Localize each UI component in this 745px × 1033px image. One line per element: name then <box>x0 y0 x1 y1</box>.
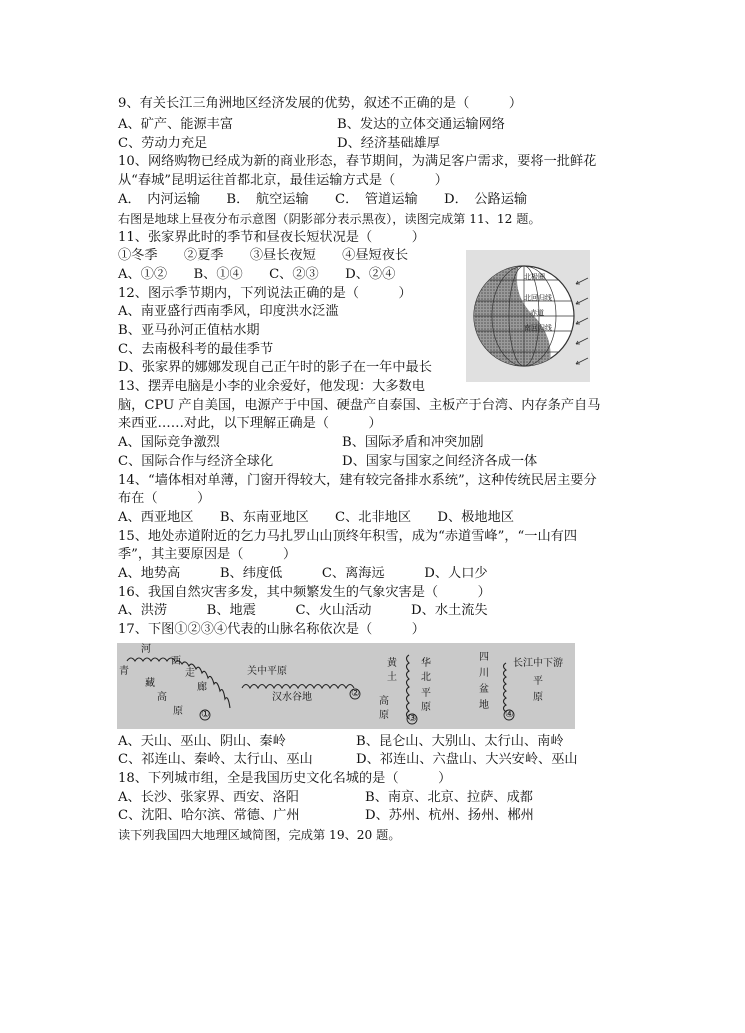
fig-label-qingzang-3: 高 <box>157 692 167 703</box>
fig-label-sichuan-2: 川 <box>479 668 489 679</box>
q18-option-b: B、南京、北京、拉萨、成都 <box>365 790 533 805</box>
globe-label-tropic-of-cancer: 北回归线 <box>524 294 552 302</box>
fig-label-qingzang-1: 青 <box>119 666 129 677</box>
fig-label-sichuan-3: 盆 <box>479 684 489 695</box>
q15-stem-1: 15、地处赤道附近的乞力马扎罗山山顶终年积雪，成为“赤道雪峰”，“一山有四 <box>118 529 578 544</box>
fig-label-qingzang-2: 藏 <box>145 678 155 689</box>
fig-label-huangtu-2: 土 <box>387 672 397 683</box>
fig-label-hexi-1: 河 <box>141 644 151 655</box>
q17-option-c: C、祁连山、秦岭、太行山、巫山 <box>118 752 313 767</box>
globe-label-equator: 赤道 <box>530 309 544 317</box>
q13-stem-2: 脑，CPU 产自美国，电源产于中国、硬盘产自泰国、主板产于台湾、内存条产自马 <box>118 398 601 413</box>
q9-option-c: C、劳动力充足 <box>118 136 208 151</box>
fig-label-huabei-2: 北 <box>421 672 431 683</box>
q17-stem: 17、下图①②③④代表的山脉名称依次是（ ） <box>118 622 425 637</box>
q13-option-b: B、国际矛盾和冲突加剧 <box>342 435 484 450</box>
q10-stem-1: 10、网络购物已经成为新的商业形态，春节期间，为满足客户需求，要将一批鲜花 <box>118 154 597 169</box>
fig-label-qingzang-4: 原 <box>173 706 183 717</box>
fig-label-huabei-4: 原 <box>421 702 431 713</box>
q11-options: A、①② B、①④ C、②③ D、②④ <box>118 267 396 282</box>
fig-label-sichuan-4: 地 <box>479 700 489 711</box>
fig-label-huabei-1: 华 <box>421 658 431 669</box>
q16-options: A、洪涝 B、地震 C、火山活动 D、水土流失 <box>118 603 488 618</box>
q16-stem: 16、我国自然灾害多发，其中频繁发生的气象灾害是（ ） <box>118 585 491 600</box>
q13-stem-3: 来西亚……对此，以下理解正确是（ ） <box>118 416 382 431</box>
fig-label-changjiang-ping: 平 <box>533 676 543 687</box>
q17-option-b: B、昆仑山、大别山、太行山、南岭 <box>356 734 564 749</box>
q9-option-b: B、发达的立体交通运输网络 <box>337 117 505 132</box>
q9-stem: 9、有关长江三角洲地区经济发展的优势，叙述不正确的是（ ） <box>118 96 523 111</box>
q12-option-a: A、南亚盛行西南季风，印度洪水泛滥 <box>118 304 339 319</box>
q13-stem-1: 13、摆弄电脑是小李的业余爱好，他发现：大多数电 <box>118 379 425 394</box>
fig-label-huangtu-3: 高 <box>379 696 389 707</box>
figure-outro: 读下列我国四大地理区域简图，完成第 19、20 题。 <box>118 828 401 842</box>
mountain-ranges-figure <box>117 643 575 729</box>
q12-stem: 12、图示季节期内，下列说法正确的是（ ） <box>118 286 412 301</box>
fig-label-hexi-2: 西 <box>171 656 181 667</box>
fig-label-huangtu-1: 黄 <box>387 658 397 669</box>
q12-option-d: D、张家界的娜娜发现自己正午时的影子在一年中最长 <box>118 360 432 375</box>
globe-label-arctic-circle: 北极圈 <box>524 273 545 281</box>
fig-label-hexi-3: 走 <box>185 668 195 679</box>
q18-stem: 18、下列城市组，全是我国历史文化名城的是（ ） <box>118 771 452 786</box>
q13-option-c: C、国际合作与经济全球化 <box>118 454 274 469</box>
fig-label-guanzhong: 关中平原 <box>247 666 287 677</box>
fig-label-marker-4: ④ <box>505 709 514 720</box>
fig-label-marker-2: ② <box>351 688 360 699</box>
fig-label-marker-1: ① <box>201 709 210 720</box>
q18-option-d: D、苏州、杭州、扬州、郴州 <box>365 808 534 823</box>
q18-option-c: C、沈阳、哈尔滨、常德、广州 <box>118 808 300 823</box>
q18-option-a: A、长沙、张家界、西安、洛阳 <box>118 790 299 805</box>
fig-label-huabei-3: 平 <box>421 688 431 699</box>
fig-label-marker-3: ③ <box>408 713 417 724</box>
q12-option-b: B、亚马孙河正值枯水期 <box>118 323 260 338</box>
fig-label-changjiang-yuan: 原 <box>533 692 543 703</box>
q10-options: A． 内河运输 B． 航空运输 C． 管道运输 D． 公路运输 <box>118 192 528 207</box>
q15-options: A、地势高 B、纬度低 C、离海远 D、人口少 <box>118 566 488 581</box>
fig-label-sichuan-1: 四 <box>479 652 489 663</box>
q9-option-a: A、矿产、能源丰富 <box>118 117 234 132</box>
q11-stem: 11、张家界此时的季节和昼夜长短状况是（ ） <box>118 230 425 245</box>
globe-label-tropic-of-capricorn: 南回归线 <box>524 324 552 332</box>
q14-options: A、西亚地区 B、东南亚地区 C、北非地区 D、极地地区 <box>118 510 514 525</box>
q15-stem-2: 季”，其主要原因是（ ） <box>118 547 297 562</box>
q9-option-d: D、经济基础雄厚 <box>337 136 440 151</box>
q11-items: ①冬季 ②夏季 ③昼长夜短 ④昼短夜长 <box>118 248 409 263</box>
q14-stem-2: 布在（ ） <box>118 491 211 506</box>
q17-option-a: A、天山、巫山、阴山、秦岭 <box>118 734 286 749</box>
day-night-globe-figure <box>466 250 590 382</box>
fig-label-changjiang: 长江中下游 <box>513 658 563 669</box>
q10-stem-2: 从“春城”昆明运往首都北京，最佳运输方式是（ ） <box>118 173 448 188</box>
q17-option-d: D、祁连山、六盘山、大兴安岭、巫山 <box>356 752 578 767</box>
fig-label-hexi-4: 廊 <box>197 682 207 693</box>
q13-option-a: A、国际竞争激烈 <box>118 435 220 450</box>
fig-label-hanshui: 汉水谷地 <box>272 692 312 703</box>
globe-diagram <box>466 250 590 382</box>
fig-label-huangtu-4: 原 <box>379 710 389 721</box>
q14-stem-1: 14、“墙体相对单薄，门窗开得较大，建有较完备排水系统”，这种传统民居主要分 <box>118 473 597 488</box>
figure-intro: 右图是地球上昼夜分布示意图（阴影部分表示黑夜），读图完成第 11、12 题。 <box>118 212 541 226</box>
q12-option-c: C、去南极科考的最佳季节 <box>118 342 274 357</box>
q13-option-d: D、国家与国家之间经济各成一体 <box>342 454 538 469</box>
